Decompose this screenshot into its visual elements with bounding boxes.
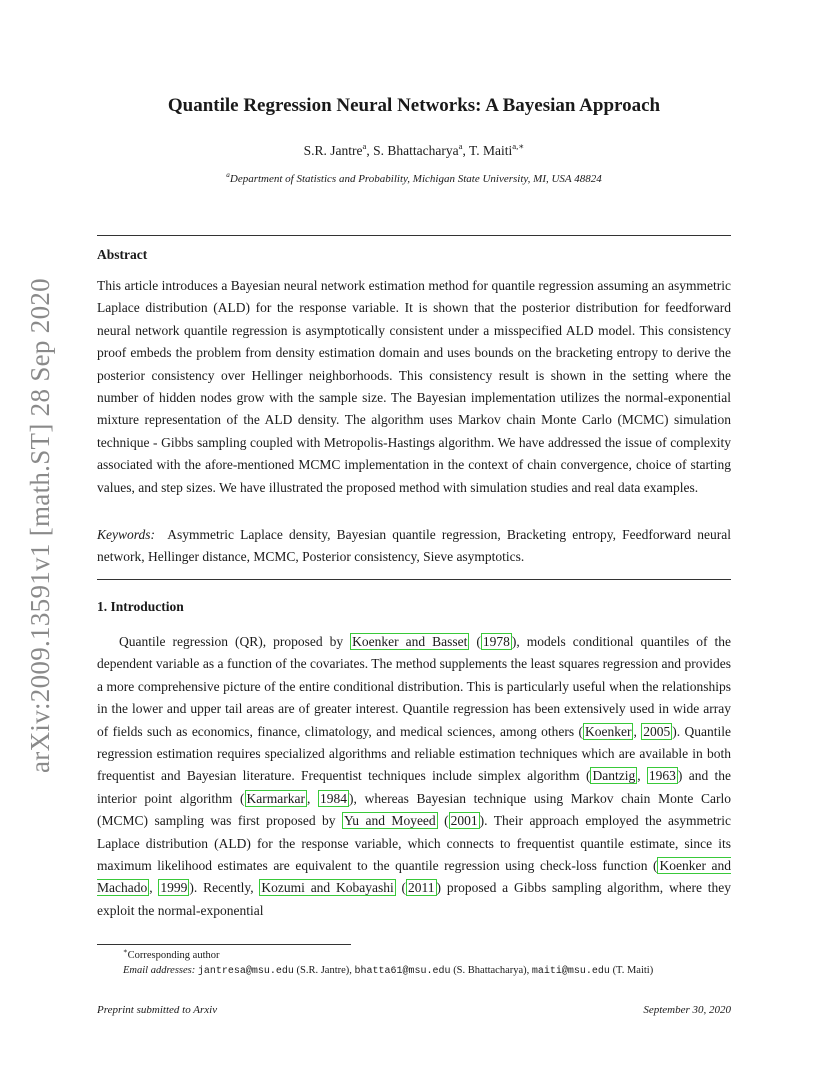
paragraph-text: ( xyxy=(469,634,481,649)
footnote-text: Corresponding author xyxy=(127,950,220,961)
author-separator: , xyxy=(462,143,470,158)
author-mark: a xyxy=(362,141,367,152)
paragraph-text: , xyxy=(306,790,319,806)
citation-link[interactable]: 1963 xyxy=(648,768,676,784)
paragraph-text: , xyxy=(633,723,642,739)
author-name: T. Maiti xyxy=(469,143,513,158)
footnote-rule xyxy=(97,944,351,945)
paragraph-text: , xyxy=(637,768,647,784)
paragraph-text: ). Their approach employed the asymmetric Laplace distribution (ALD) for the response variable, which connects to frequentist quantile estimate, since its maximum likelihood estimates are equivalent to the quantile regression using check-loss function ( xyxy=(97,813,732,874)
paragraph-text: , xyxy=(149,880,159,896)
keywords xyxy=(97,524,731,569)
email-link[interactable]: jantresa@msu.edu xyxy=(197,966,294,977)
abstract-heading: Abstract xyxy=(97,247,148,262)
author-separator: , xyxy=(366,143,374,158)
affiliation xyxy=(97,173,731,185)
citation-link[interactable]: Koenker and Basset xyxy=(352,634,468,649)
paragraph-text: ). Recently, xyxy=(189,880,260,896)
abstract-top-rule xyxy=(97,235,731,236)
author-list xyxy=(97,143,731,159)
citation-link[interactable]: 2005 xyxy=(643,723,671,739)
abstract-text: This article introduces a Bayesian neural network estimation method for quantile regression assuming an asymmetric Laplace distribution (ALD) for the response variable. It is shown that the posterior distribution for feedforward neural network quantile regression is asymptotically consistent under a misspecified ALD model. This consistency proof embeds the problem from density estimation domain and uses bounds on the bracketing entropy to derive the posterior consistency over Hellinger neighborhoods. This consistency result is shown in the setting where the number of hidden nodes grow with the sample size. The Bayesian implementation utilizes the normal-exponential mixture representation of the ALD density. The algorithm uses Markov chain Monte Carlo (MCMC) simulation technique - Gibbs sampling coupled with Metropolis-Hastings algorithm. We have addressed the issue of complexity associated with the afore-mentioned MCMC implementation in the context of chain convergence, choice of starting values, and step sizes. We have illustrated the proposed method with simulation studies and real data examples. xyxy=(97,278,731,495)
author-mark: a,∗ xyxy=(512,141,525,152)
citation-link[interactable]: 1978 xyxy=(482,634,510,649)
abstract-bottom-rule xyxy=(97,579,731,580)
author-name: S. Bhattacharya xyxy=(373,143,459,158)
citation-link[interactable]: Kozumi and Kobayashi xyxy=(261,880,394,896)
footnote-emails: Email addresses: jantresa@msu.edu (S.R. Jantre), bhatta61@msu.edu (S. Bhattacharya), maiti@msu.edu (T. Maiti) xyxy=(123,965,654,977)
footnote-mark: ∗ xyxy=(123,948,128,956)
email-owner: (S. Bhattacharya) xyxy=(453,965,527,976)
paragraph-text: ), whereas Bayesian technique using Markov chain Monte Carlo (MCMC) sampling was first proposed by xyxy=(97,790,732,829)
citation-link[interactable]: Koenker xyxy=(584,723,632,739)
paragraph-text: ( xyxy=(437,813,449,829)
paper-title: Quantile Regression Neural Networks: A Bayesian Approach xyxy=(167,95,661,116)
arxiv-stamp-text: arXiv:2009.13591v1 [math.ST] 28 Sep 2020 xyxy=(24,277,55,773)
keywords-label: Keywords: xyxy=(97,527,155,542)
author-mark: a xyxy=(458,141,463,152)
introduction-heading: 1. Introduction xyxy=(97,599,184,614)
citation-link[interactable]: Dantzig xyxy=(592,768,636,784)
email-link[interactable]: bhatta61@msu.edu xyxy=(354,966,451,977)
paragraph-text: ) proposed a Gibbs sampling algorithm, where they exploit the normal-exponential xyxy=(97,880,732,918)
citation-link[interactable]: 1984 xyxy=(320,790,348,806)
email-label: Email addresses: xyxy=(123,965,196,976)
footer-date: September 30, 2020 xyxy=(643,1004,731,1016)
email-link[interactable]: maiti@msu.edu xyxy=(531,966,610,977)
author-name: S.R. Jantre xyxy=(303,143,363,158)
paragraph-text: ). Quantile regression estimation requires specialized algorithms and reliable estimation techniques which are available in both frequentist and Bayesian literature. Frequentist techniques include simplex algorithm ( xyxy=(97,723,732,784)
paragraph-text: Quantile regression (QR), proposed by xyxy=(119,634,351,649)
paragraph-text: ) and the interior point algorithm ( xyxy=(97,768,732,806)
citation-link[interactable]: Karmarkar xyxy=(246,790,305,806)
footer-preprint: Preprint submitted to Arxiv xyxy=(97,1004,218,1016)
email-owner: (T. Maiti) xyxy=(612,965,654,976)
citation-link[interactable]: 1999 xyxy=(160,880,188,896)
affiliation-text: Department of Statistics and Probability, Michigan State University, MI, USA 48824 xyxy=(229,173,602,185)
paragraph-text: ( xyxy=(395,880,407,896)
introduction-paragraph xyxy=(97,631,731,922)
citation-link[interactable]: Yu and Moyeed xyxy=(344,813,436,829)
email-owner: (S.R. Jantre) xyxy=(296,965,350,976)
paragraph-text: ), models conditional quantiles of the dependent variable as a function of the covariates. The method supplements the least squares regression and provides a more comprehensive picture of the entire conditional distribution. This is particularly useful when the relationships in the lower and upper tail areas are of greater interest. Quantile regression has been extensively used in wide array of fields such as economics, finance, climatology, and medical sciences, among others ( xyxy=(97,634,731,739)
affiliation-mark: a xyxy=(226,171,230,179)
arxiv-stamp xyxy=(10,270,70,780)
citation-link[interactable]: 2011 xyxy=(408,880,435,896)
citation-link[interactable]: 2001 xyxy=(450,813,478,829)
keywords-text: Asymmetric Laplace density, Bayesian quantile regression, Bracketing entropy, Feedforward neural network, Hellinger distance, MCMC, Posterior consistency, Sieve asymptotics. xyxy=(97,527,731,565)
citation-link[interactable]: Koenker and Machado xyxy=(97,858,731,896)
footnote-corresponding xyxy=(97,948,757,963)
